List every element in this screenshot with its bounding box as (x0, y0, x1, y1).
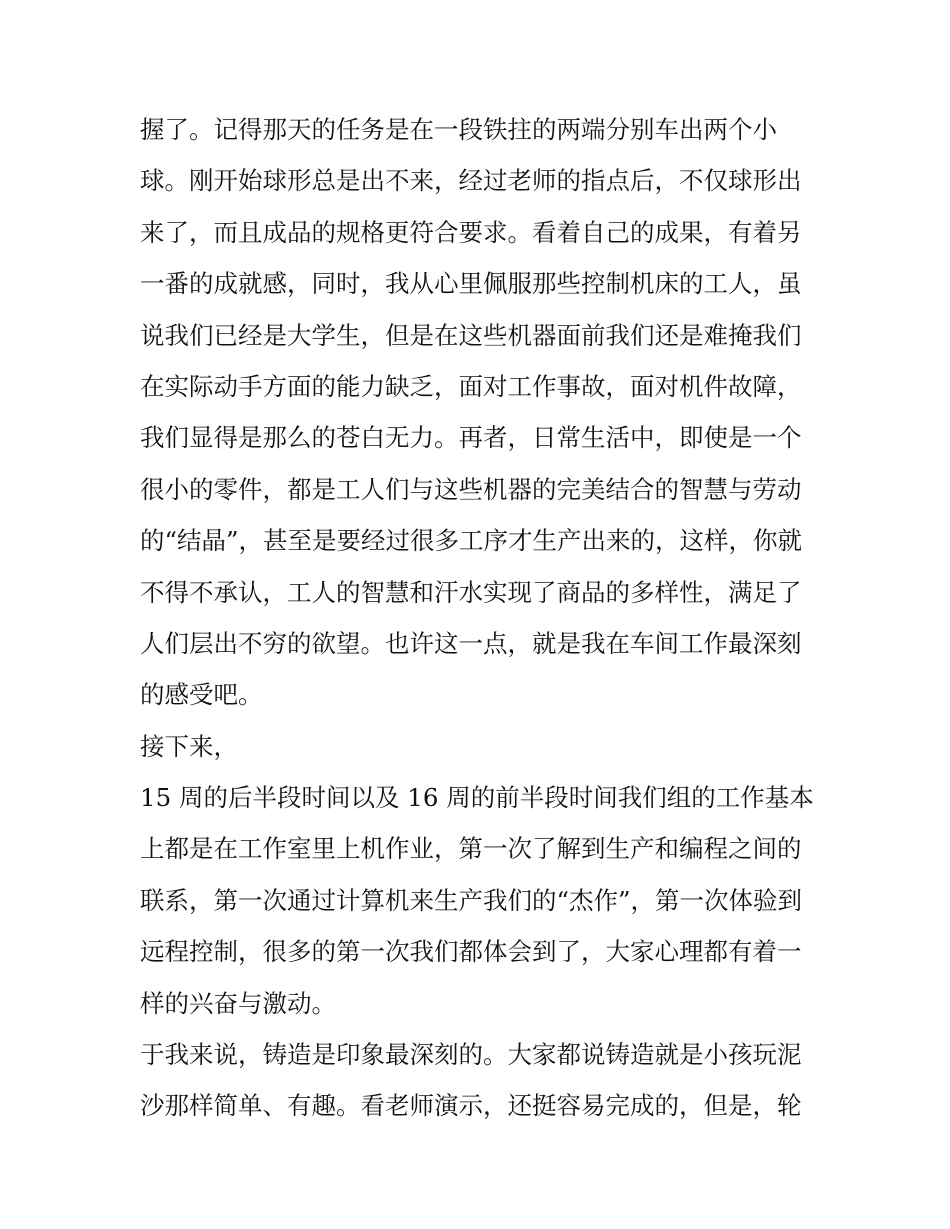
text-line: 人们层出不穷的欲望。也许这一点，就是我在车间工作最深刻 (140, 628, 802, 658)
text-line: 的“结晶”，甚至是要经过很多工序才生产出来的，这样，你就 (140, 526, 803, 556)
text-line: 接下来， (140, 731, 238, 761)
text-line: 的感受吧。 (140, 680, 263, 710)
body-text (140, 110, 820, 1138)
text-line: 上都是在工作室里上机作业，第一次了解到生产和编程之间的 (140, 834, 802, 864)
text-line: 沙那样简单、有趣。看老师演示，还挺容易完成的，但是，轮 (140, 1091, 802, 1121)
text-line: 远程控制，很多的第一次我们都体会到了，大家心理都有着一 (140, 937, 802, 967)
text-line: 于我来说，铸造是印象最深刻的。大家都说铸造就是小孩玩泥 (140, 1040, 802, 1070)
text-line: 说我们已经是大学生，但是在这些机器面前我们还是难掩我们 (140, 320, 802, 350)
text-line: 握了。记得那天的任务是在一段铁拄的两端分别车出两个小 (140, 115, 777, 144)
text-line: 在实际动手方面的能力缺乏，面对工作事故，面对机件故障， (140, 371, 802, 401)
text-line: 来了，而且成品的规格更符合要求。看着自己的成果，有着另 (140, 217, 802, 247)
text-line: 一番的成就感，同时，我从心里佩服那些控制机床的工人，虽 (140, 269, 802, 299)
text-line: 15 周的后半段时间以及 16 周的前半段时间我们组的工作基本 (140, 783, 814, 813)
text-line: 球。刚开始球形总是出不来，经过老师的指点后，不仅球形出 (140, 166, 802, 196)
text-line: 样的兴奋与激动。 (140, 988, 336, 1018)
text-line: 很小的零件，都是工人们与这些机器的完美结合的智慧与劳动 (140, 474, 802, 504)
text-line: 我们显得是那么的苍白无力。再者，日常生活中，即使是一个 (140, 423, 802, 453)
text-line: 不得不承认，工人的智慧和汗水实现了商品的多样性，满足了 (140, 577, 802, 607)
text-line: 联系，第一次通过计算机来生产我们的“杰作”，第一次体验到 (140, 885, 803, 915)
